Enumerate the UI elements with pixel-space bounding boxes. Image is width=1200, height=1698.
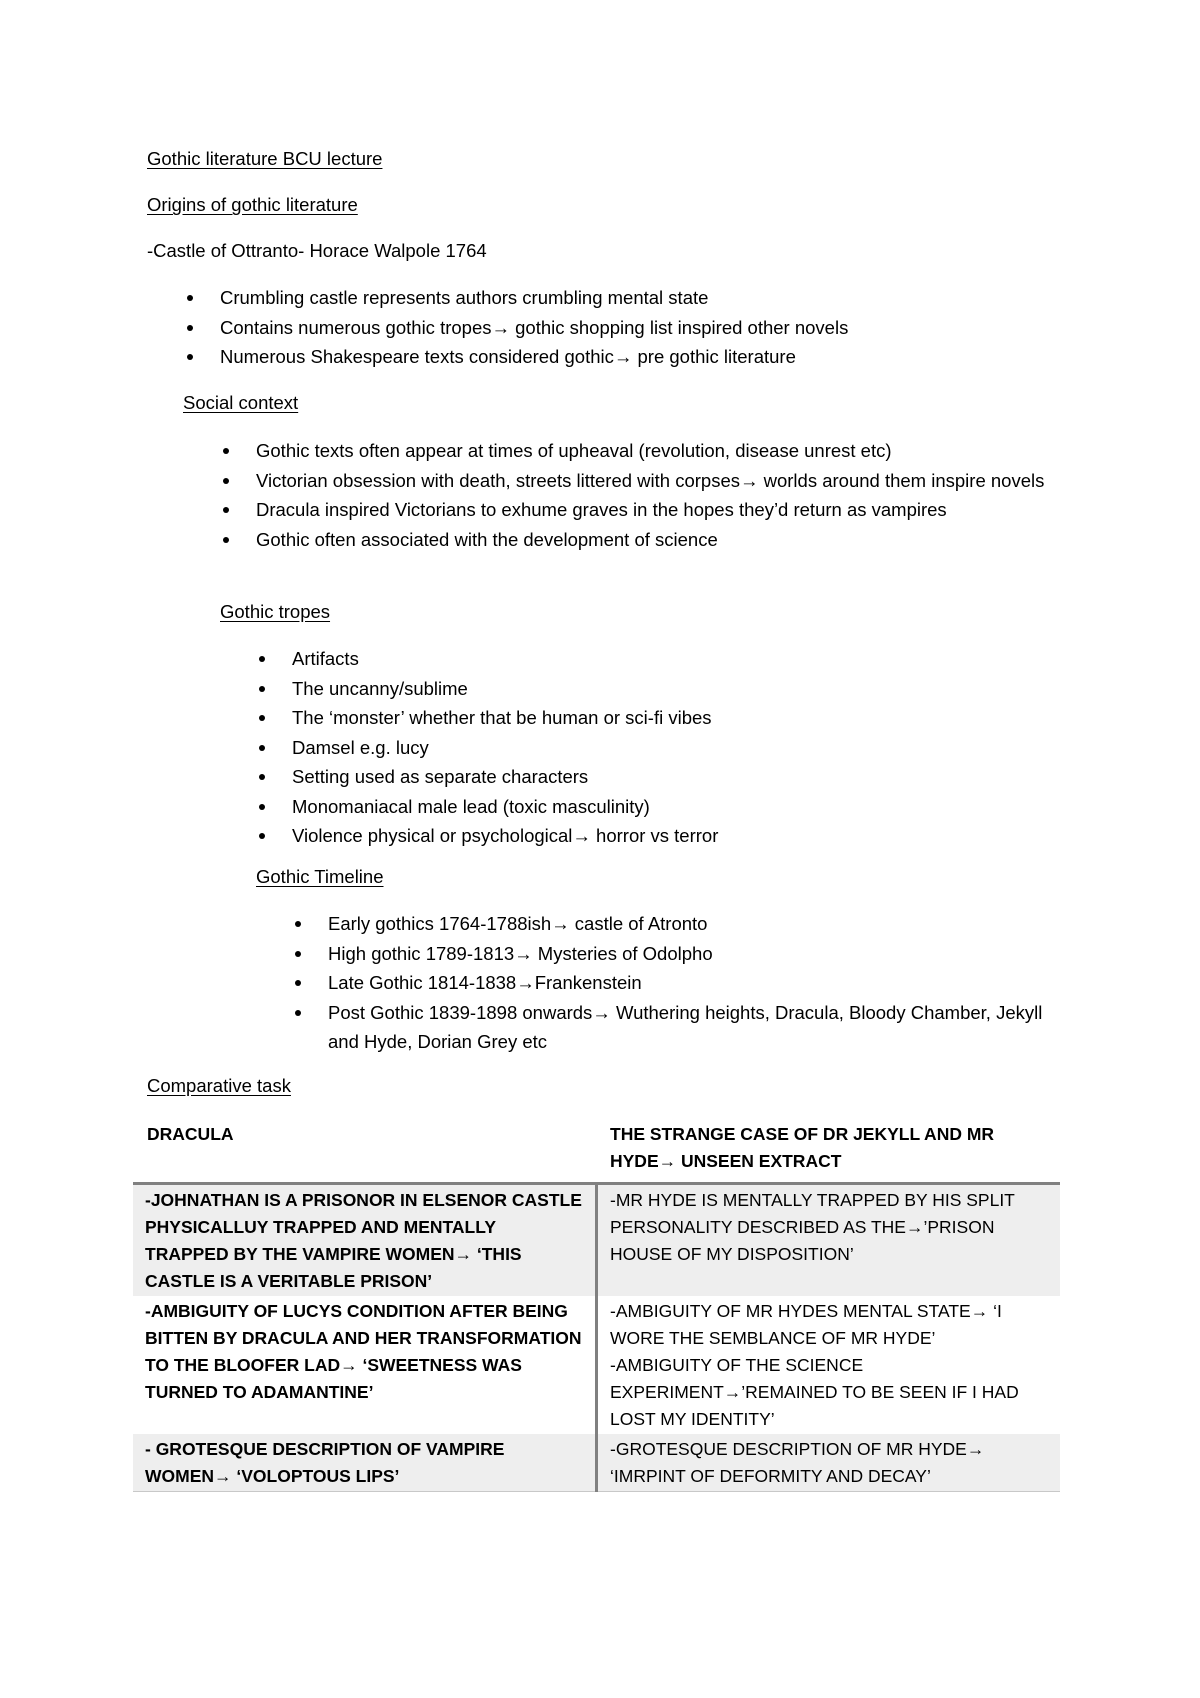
origins-heading: Origins of gothic literature [147,194,358,215]
list-item: Damsel e.g. lucy [292,733,718,763]
bullet-icon [223,537,229,543]
social-heading: Social context [183,392,299,413]
document-title: Gothic literature BCU lecture [147,148,383,169]
list-item: Contains numerous gothic tropes→ gothic shopping list inspired other novels [220,313,848,343]
tropes-heading: Gothic tropes [220,601,331,622]
list-item: Gothic often associated with the development of science [256,525,1046,555]
list-item: Setting used as separate characters [292,762,718,792]
comparative-heading: Comparative task [147,1075,291,1096]
table-cell-dracula: -AMBIGUITY OF LUCYS CONDITION AFTER BEING BITTEN BY DRACULA AND HER TRANSFORMATION TO THE BLOOFER LAD→ ‘SWEETNESS WAS TURNED TO ADAMANTINE’ [133,1296,597,1434]
table-cell-jekyll-hyde: -GROTESQUE DESCRIPTION OF MR HYDE→ ‘IMRPINT OF DEFORMITY AND DECAY’ [597,1434,1061,1492]
bullet-icon [295,951,301,957]
list-item: Dracula inspired Victorians to exhume graves in the hopes they’d return as vampires [256,495,1046,525]
table-cell-jekyll-hyde [597,1296,1061,1434]
table-row [133,1296,1060,1434]
list-item: Monomaniacal male lead (toxic masculinity) [292,792,718,822]
timeline-heading: Gothic Timeline [256,866,384,887]
timeline-list [328,909,1068,1057]
bullet-icon [295,921,301,927]
list-item: Numerous Shakespeare texts considered gothic→ pre gothic literature [220,342,848,372]
table-row [133,1184,1060,1297]
bullet-icon [187,295,193,301]
bullet-icon [223,507,229,513]
bullet-icon [295,1010,301,1016]
list-item: Crumbling castle represents authors crumbling mental state [220,283,848,313]
column-header-jekyll-hyde: THE STRANGE CASE OF DR JEKYLL AND MR HYDE→ UNSEEN EXTRACT [610,1124,995,1171]
origins-intro: -Castle of Ottranto- Horace Walpole 1764 [147,240,487,261]
origins-list [220,283,848,372]
column-header-dracula: DRACULA [147,1124,234,1144]
list-item: Artifacts [292,644,718,674]
list-item: Victorian obsession with death, streets littered with corpses→ worlds around them inspire novels [256,466,1046,496]
table-cell-dracula: -JOHNATHAN IS A PRISONOR IN ELSENOR CASTLE PHYSICALLUY TRAPPED AND MENTALLY TRAPPED BY THE VAMPIRE WOMEN→ ‘THIS CASTLE IS A VERITABLE PRISON’ [133,1184,597,1297]
bullet-icon [187,325,193,331]
bullet-icon [223,478,229,484]
bullet-icon [259,686,265,692]
cell-line: -AMBIGUITY OF THE SCIENCE EXPERIMENT→’REMAINED TO BE SEEN IF I HAD LOST MY IDENTITY’ [610,1355,1019,1429]
table-cell-jekyll-hyde: -MR HYDE IS MENTALLY TRAPPED BY HIS SPLIT PERSONALITY DESCRIBED AS THE→’PRISON HOUSE OF MY DISPOSITION’ [597,1184,1061,1297]
list-item: Gothic texts often appear at times of upheaval (revolution, disease unrest etc) [256,436,1046,466]
table-cell-dracula: - GROTESQUE DESCRIPTION OF VAMPIRE WOMEN→ ‘VOLOPTOUS LIPS’ [133,1434,597,1492]
bullet-icon [223,448,229,454]
list-item: Violence physical or psychological→ horror vs terror [292,821,718,851]
list-item: Early gothics 1764-1788ish→ castle of Atronto [328,909,1068,939]
bullet-icon [295,980,301,986]
tropes-list [292,644,718,851]
bullet-icon [187,354,193,360]
comparison-table [133,1182,1060,1492]
list-item: The ‘monster’ whether that be human or sci-fi vibes [292,703,718,733]
bullet-icon [259,833,265,839]
bullet-icon [259,774,265,780]
list-item: High gothic 1789-1813→ Mysteries of Odolpho [328,939,1068,969]
social-list [256,436,1046,554]
table-row [133,1434,1060,1492]
list-item: Post Gothic 1839-1898 onwards→ Wuthering heights, Dracula, Bloody Chamber, Jekyll and Hyde, Dorian Grey etc [328,998,1068,1057]
list-item: Late Gothic 1814-1838→Frankenstein [328,968,1068,998]
bullet-icon [259,745,265,751]
cell-line: -AMBIGUITY OF MR HYDES MENTAL STATE→ ‘I WORE THE SEMBLANCE OF MR HYDE’ [610,1301,1002,1348]
bullet-icon [259,715,265,721]
bullet-icon [259,804,265,810]
list-item: The uncanny/sublime [292,674,718,704]
bullet-icon [259,656,265,662]
